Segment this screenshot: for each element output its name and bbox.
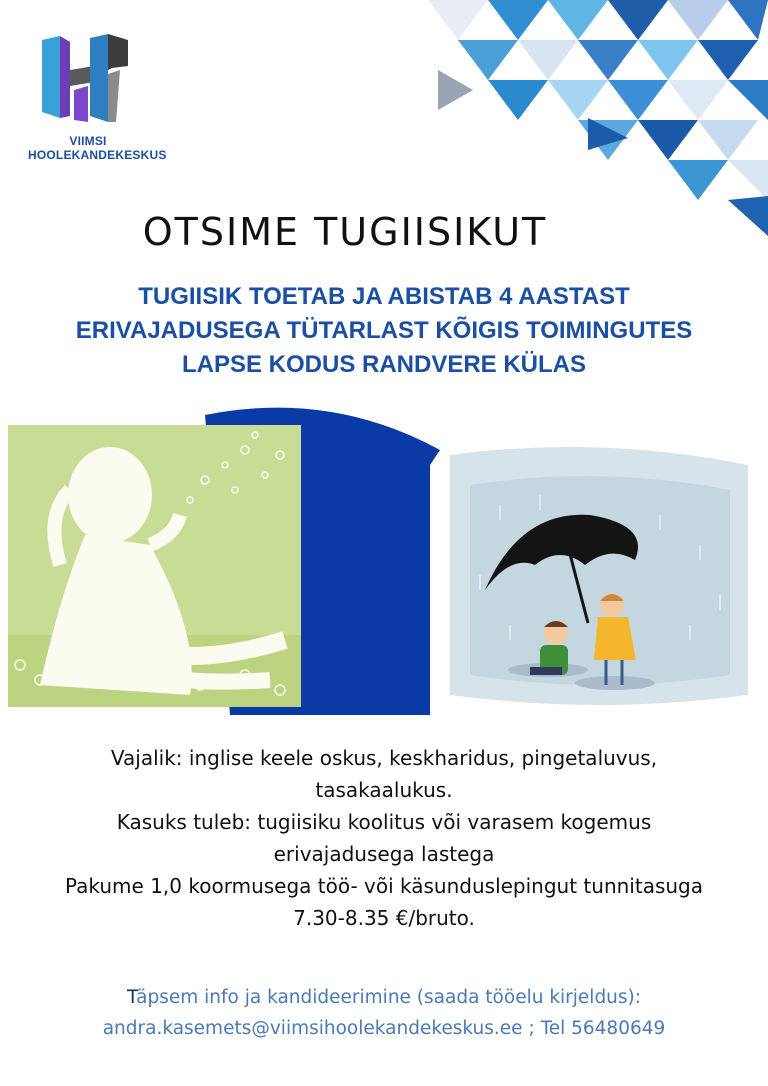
job-description-line-2: ERIVAJADUSEGA TÜTARLAST KÕIGIS TOIMINGUTES (75, 317, 693, 344)
job-description-line-3: LAPSE KODUS RANDVERE KÜLAS (181, 351, 587, 378)
body-line-3: Kasuks tuleb: tugiisiku koolitus või varasem kogemus (116, 810, 652, 834)
decorative-triangles (428, 0, 768, 240)
job-description-heading (0, 280, 768, 382)
vh-monogram-logo-icon (36, 30, 136, 130)
contact-email-phone[interactable]: andra.kasemets@viimsihoolekandekeskus.ee ; Tel 56480649 (102, 1018, 666, 1039)
requirements-text (0, 742, 768, 934)
contact-line-1 (0, 982, 768, 1013)
organization-logo (28, 30, 167, 162)
body-line-5: Pakume 1,0 koormusega töö- või käsunduslepingut tunnitasuga (65, 874, 703, 898)
girl-dandelion-illustration (8, 425, 301, 707)
body-line-1: Vajalik: inglise keele oskus, keskharidus, pingetaluvus, (110, 746, 658, 770)
umbrella-children-illustration (450, 447, 748, 705)
page-title: OTSIME TUGIISIKUT (142, 210, 548, 254)
body-line-2: tasakaalukus. (315, 778, 453, 802)
body-line-4: erivajadusega lastega (273, 842, 495, 866)
body-line-6: 7.30-8.35 €/bruto. (293, 906, 475, 930)
illustration-area (0, 395, 768, 725)
job-description-line-1: TUGIISIK TOETAB JA ABISTAB 4 AASTAST (138, 283, 630, 310)
contact-line-1-rest: äpsem info ja kandideerimine (saada tööelu kirjeldus): (136, 987, 641, 1008)
logo-text-line2: HOOLEKANDEKESKUS (28, 148, 167, 162)
contact-line-1-first-letter: T (126, 987, 137, 1008)
contact-info (0, 982, 768, 1044)
logo-text-line1: VIIMSI (69, 134, 107, 148)
